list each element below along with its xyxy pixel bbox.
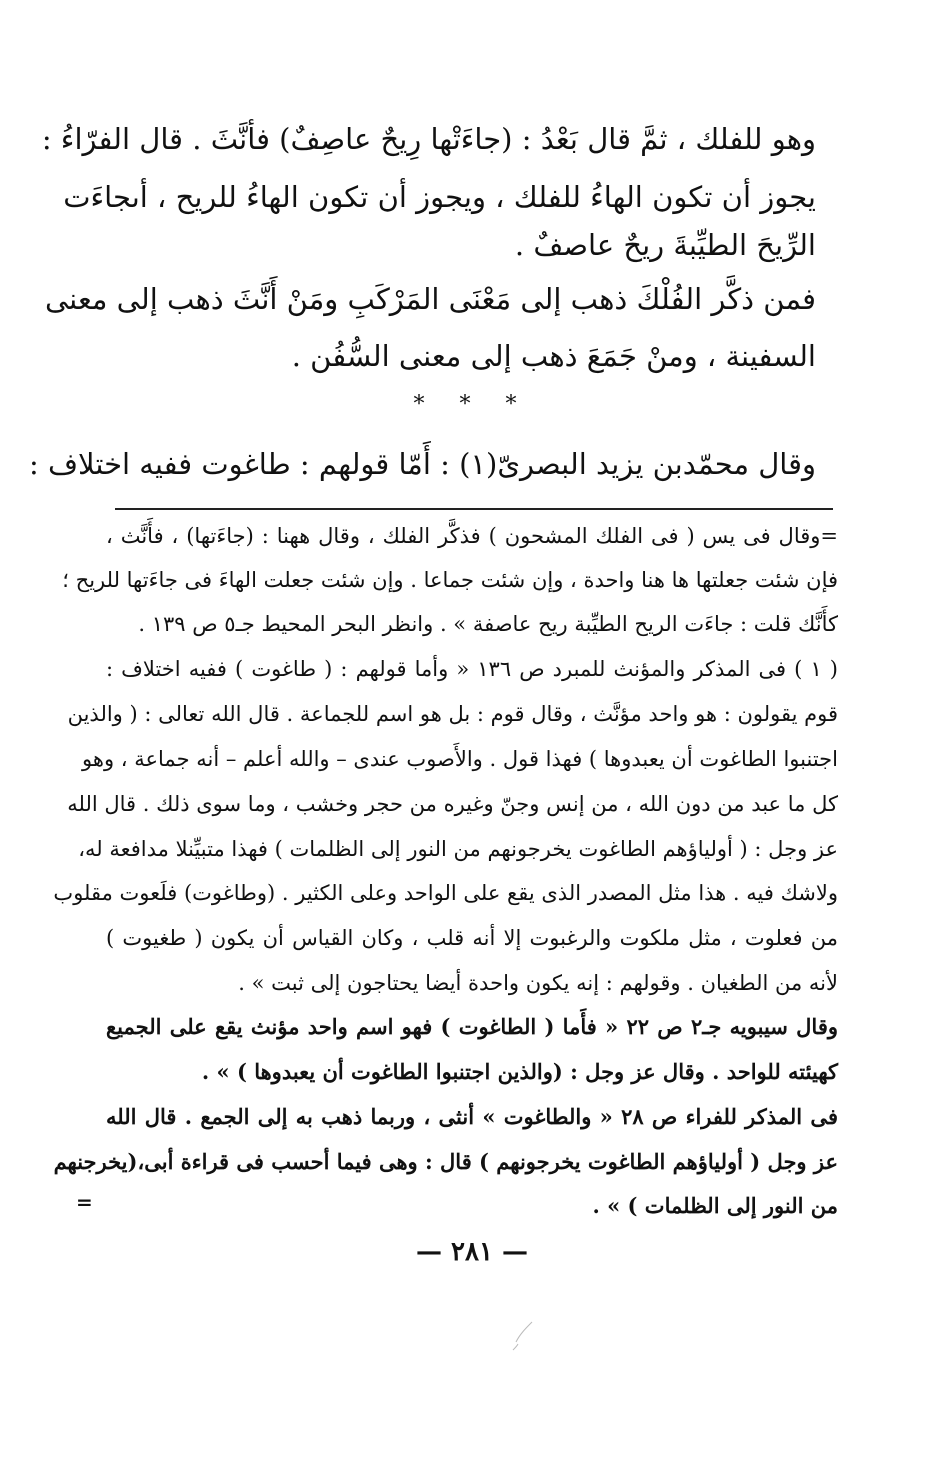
footnote-line: من فعلوت ، مثل ملكوت والرغبوت إلا أنه قلب ، وكان القياس أن يكون ( طغيوت ) [106,926,838,950]
footnote-line: اجتنبوا الطاغوت أن يعبدوها ) فهذا قول . والأَصوب عندى – والله أعلم – أنه جماعة ، وهو [82,747,838,771]
footnote-line: لأنه من الطغيان . وقولهم : إنه يكون واحدة أيضا يحتاجون إلى ثبت » . [238,971,838,995]
footnote-line: عز وجل : ( أولياؤهم الطاغوت يخرجونهم من النور إلى الظلمات ) فهذا متبيِّنلا مدافعة له، [78,837,838,861]
footnote-line: كأَنَّك قلت : جاءَت الريح الطيِّبة ريح عاصفة » . وانظر البحر المحيط جـ٥ ص ١٣٩ . [138,612,838,636]
main-text-line: يجوز أن تكون الهاءُ للفلك ، ويجوز أن تكون الهاءُ للريح ، أىجاءَت [63,180,816,214]
section-separator: * * * [413,392,531,417]
footnote-line: عز وجل ( أولياؤهم الطاغوت يخرجونهم ) قال : وهى فيما أحسب فى قراءة أبى،(يخرجنهم [53,1149,838,1174]
footnote-line: ( ١ ) فى المذكر والمؤنث للمبرد ص ١٣٦ « وأما قولهم : ( طاغوت ) ففيه اختلاف : [106,657,839,681]
page-number: — ٢٨١ — [415,1237,529,1267]
footnote-line: من النور إلى الظلمات ) » . [592,1193,838,1218]
main-text-line: السفينة ، ومنْ جَمَعَ ذهب إلى معنى السُّفُن . [291,339,816,373]
continuation-mark: = [76,1190,93,1214]
main-text-line: فمن ذكَّر الفُلْكَ ذهب إلى مَعْنَى المَرْكَبِ ومَنْ أَنَّثَ ذهب إلى معنى [45,282,816,316]
footnote-line: كهيئته للواحد . وقال عز وجل : (والذين اجتنبوا الطاغوت أن يعبدوها ) » . [201,1059,838,1084]
footnote-line: ولاشك فيه . هذا مثل المصدر الذى يقع على الواحد وعلى الكثير . (وطاغوت) فلَعوت مقلوب [53,881,838,905]
footnote-line: كل ما عبد من دون الله ، من إنس وجنّ وغيره من حجر وخشب ، وما سوى ذلك . قال الله [67,792,838,816]
footnote-line: فإن شئت جعلتها ها هنا واحدة ، وإن شئت جماعا . وإن شئت جعلت الهاءَ فى جاءَتها للريح ؛ [62,568,838,592]
main-text-line: وهو للفلك ، ثمَّ قال بَعْدُ : (جاءَتْها رِيحٌ عاصِفٌ) فأنَّثَ . قال الفرّاءُ : [41,122,816,156]
pencil-scribble-mark [508,1318,538,1352]
footnote-line: فى المذكر للفراء ص ٢٨ « والطاغوت » أنثى ، وربما ذهب به إلى الجمع . قال الله [106,1104,838,1129]
footnote-line: =وقال فى يس ( فى الفلك المشحون ) فذكَّر الفلك ، وقال ههنا : (جاءَتها) ، فأَنَّث ، [106,524,838,548]
main-text-line: الرِّيحَ الطيِّبةَ ريحٌ عاصفٌ . [514,228,816,262]
footnote-line: وقال سيبويه جـ٢ ص ٢٢ « فأَما ( الطاغوت ) فهو اسم واحد مؤنث يقع على الجميع [106,1014,838,1039]
footnote-rule [115,508,833,510]
main-text-line: وقال محمّدبن يزيد البصرىّ(١) : أَمّا قولهم : طاغوت ففيه اختلاف : [28,447,816,481]
footnote-line: قوم يقولون : هو واحد مؤنَّث ، وقال قوم : بل هو اسم للجماعة . قال الله تعالى : ( والذين [67,702,838,726]
